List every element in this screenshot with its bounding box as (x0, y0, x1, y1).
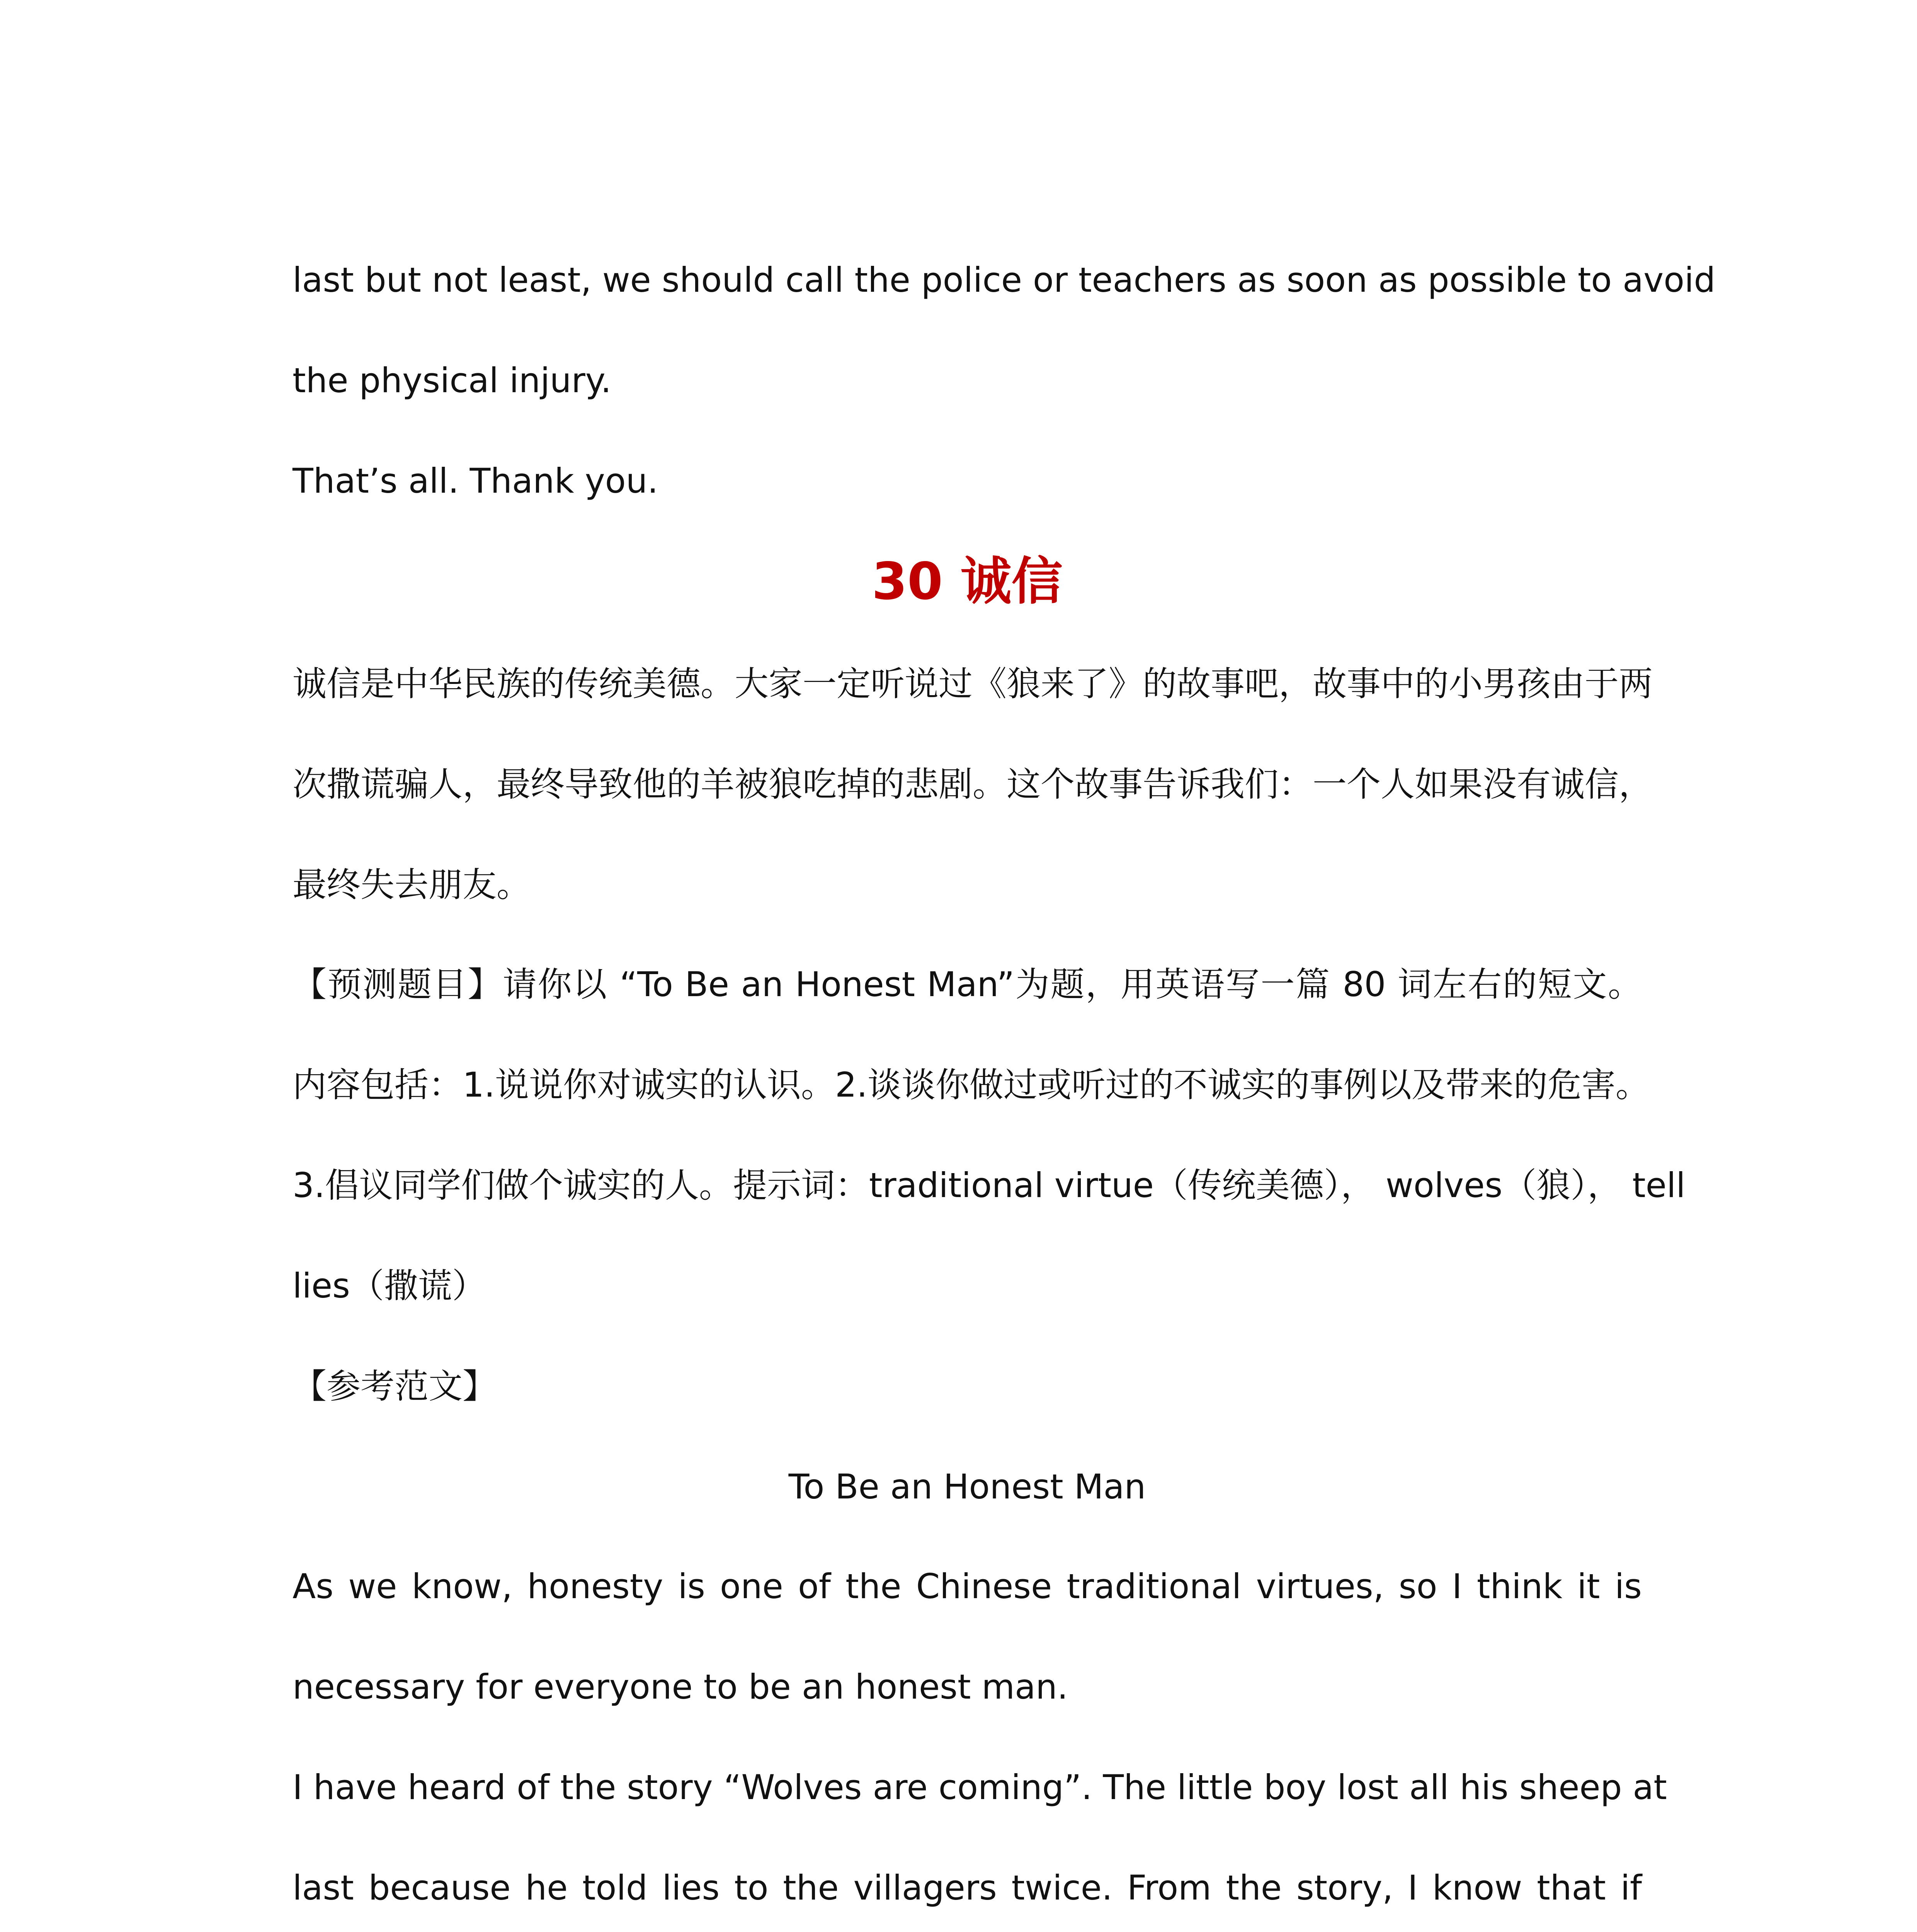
essay-title: To Be an Honest Man (788, 1467, 1146, 1507)
sample-label: 【参考范文】 (293, 1366, 497, 1406)
task-line: 内容包括：1.说说你对诚实的认识。2.谈谈你做过或听过的不诚实的事例以及带来的危害。 (293, 1065, 1650, 1105)
text-line: That’s all. Thank you. (293, 461, 658, 501)
essay-line: necessary for everyone to be an honest man. (293, 1667, 1068, 1707)
essay-line: As we know, honesty is one of the Chinese traditional virtues, so I think it is (293, 1566, 1642, 1606)
text-line: 次撒谎骗人，最终导致他的羊被狼吃掉的悲剧。这个故事告诉我们：一个人如果没有诚信， (293, 764, 1653, 804)
text-line: 最终失去朋友。 (293, 865, 531, 905)
essay-line: last because he told lies to the villagers twice. From the story, I know that if (293, 1868, 1642, 1908)
document-page (293, 0, 1716, 1932)
task-line: 【预测题目】请你以 “To Be an Honest Man”为题，用英语写一篇 80 词左右的短文。 (293, 964, 1642, 1004)
text-line: last but not least, we should call the police or teachers as soon as possible to avoid (293, 260, 1716, 300)
essay-line: I have heard of the story “Wolves are coming”. The little boy lost all his sheep at (293, 1767, 1667, 1807)
text-line: 诚信是中华民族的传统美德。大家一定听说过《狼来了》的故事吧，故事中的小男孩由于两 (293, 664, 1653, 704)
section-30-title: 30 诚信 (872, 552, 1063, 611)
text-line: the physical injury. (293, 361, 612, 400)
task-line: lies（撒谎） (293, 1266, 486, 1306)
task-line: 3.倡议同学们做个诚实的人。提示词：traditional virtue（传统美德）， wolves（狼）， tell (293, 1165, 1686, 1205)
